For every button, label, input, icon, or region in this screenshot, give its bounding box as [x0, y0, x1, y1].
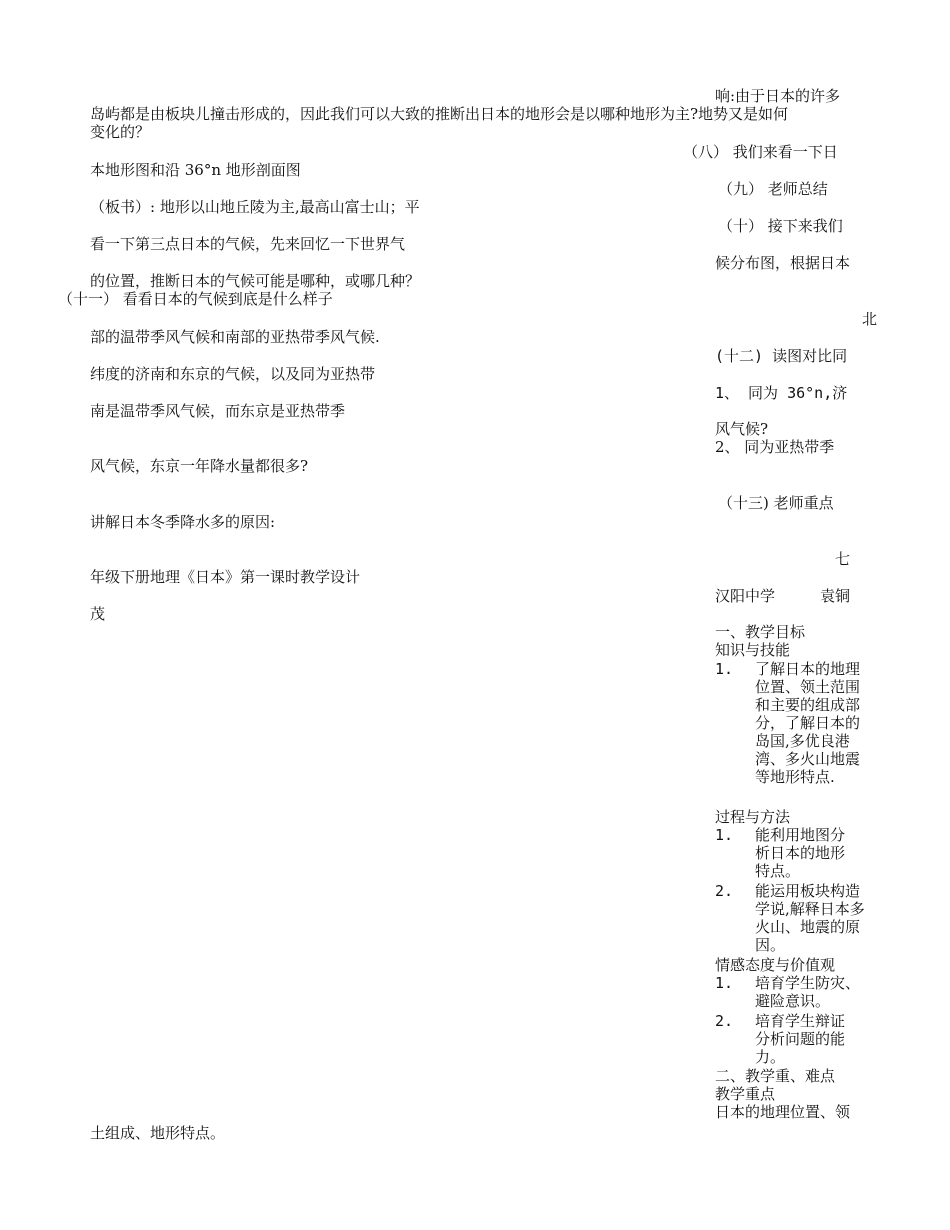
list-text: 培育学生防灾、避险意识。 — [755, 974, 861, 1010]
text-line: 1、 同为 36°n,济 — [715, 384, 848, 402]
text-line: （十一） 看看日本的气候到底是什么样子 — [58, 290, 333, 308]
list-number: 2. — [715, 1012, 734, 1030]
text-line: 的位置，推断日本的气候可能是哪种，或哪几种？ — [90, 272, 421, 290]
text-line: 北 — [862, 310, 878, 328]
text-line: 风气候，东京一年降水量都很多? — [90, 457, 309, 475]
text-line: 部的温带季风气候和南部的亚热带季风气候. — [90, 328, 380, 346]
text-line: 讲解日本冬季降水多的原因: — [90, 513, 276, 531]
section-heading: 一、教学目标 — [715, 623, 806, 641]
text-line: (十二) 读图对比同 — [715, 347, 848, 365]
list-item — [715, 826, 875, 880]
list-number: 1. — [715, 974, 734, 992]
list-item — [715, 660, 875, 786]
text-line: 岛屿都是由板块儿撞击形成的，因此我们可以大致的推断出日本的地形会是以哪种地形为主?地势又是如何 — [90, 105, 789, 123]
text-line: 日本的地理位置、领 — [715, 1103, 851, 1121]
text-line: 响:由于日本的许多 — [715, 87, 841, 105]
section-heading: 二、教学重、难点 — [715, 1067, 836, 1085]
text-line: （九） 老师总结 — [718, 180, 828, 198]
text-line: 风气候? — [715, 420, 769, 438]
school-name: 汉阳中学 — [715, 587, 776, 605]
text-line: 茂 — [90, 605, 106, 623]
text-line: 变化的？ — [90, 123, 151, 141]
text-line: （八） 我们来看一下日 — [683, 143, 838, 161]
text-line: 看一下第三点日本的气候，先来回忆一下世界气 — [90, 235, 406, 253]
subheading: 教学重点 — [715, 1085, 776, 1103]
list-text: 了解日本的地理位置、领土范围和主要的组成部分，了解日本的岛国,多优良港湾、多火山地震等地形特点. — [755, 660, 861, 786]
text-line: （十三) 老师重点 — [718, 494, 834, 512]
text-line: 土组成、地形特点。 — [90, 1124, 226, 1142]
text-line: 南是温带季风气候，而东京是亚热带季 — [90, 402, 346, 420]
list-number: 1. — [715, 660, 734, 678]
text-line: 七 — [835, 550, 851, 568]
list-item — [715, 974, 875, 1010]
list-text: 培育学生辩证分析问题的能力。 — [755, 1012, 846, 1066]
list-item — [715, 882, 875, 954]
teaching-design-outline — [715, 623, 875, 1123]
subheading: 过程与方法 — [715, 808, 791, 826]
text-line: 本地形图和沿 36°n 地形剖面图 — [90, 161, 301, 179]
document-title-line: 年级下册地理《日本》第一课时教学设计 — [90, 568, 361, 586]
text-line: （十） 接下来我们 — [718, 217, 843, 235]
subheading: 情感态度与价值观 — [715, 956, 836, 974]
subheading: 知识与技能 — [715, 641, 791, 659]
text-line: 候分布图，根据日本 — [715, 254, 851, 272]
list-number: 2. — [715, 882, 734, 900]
list-number: 1. — [715, 826, 734, 844]
text-line: 纬度的济南和东京的气候，以及同为亚热带 — [90, 365, 376, 383]
list-text: 能利用地图分析日本的地形特点。 — [755, 826, 846, 880]
text-line: （板书）: 地形以山地丘陵为主,最高山富士山；平 — [90, 198, 420, 216]
author-name: 袁铜 — [820, 587, 851, 605]
text-line: 2、 同为亚热带季 — [715, 438, 835, 456]
list-item — [715, 1012, 875, 1066]
list-text: 能运用板块构造学说,解释日本多火山、地震的原因。 — [755, 882, 865, 954]
